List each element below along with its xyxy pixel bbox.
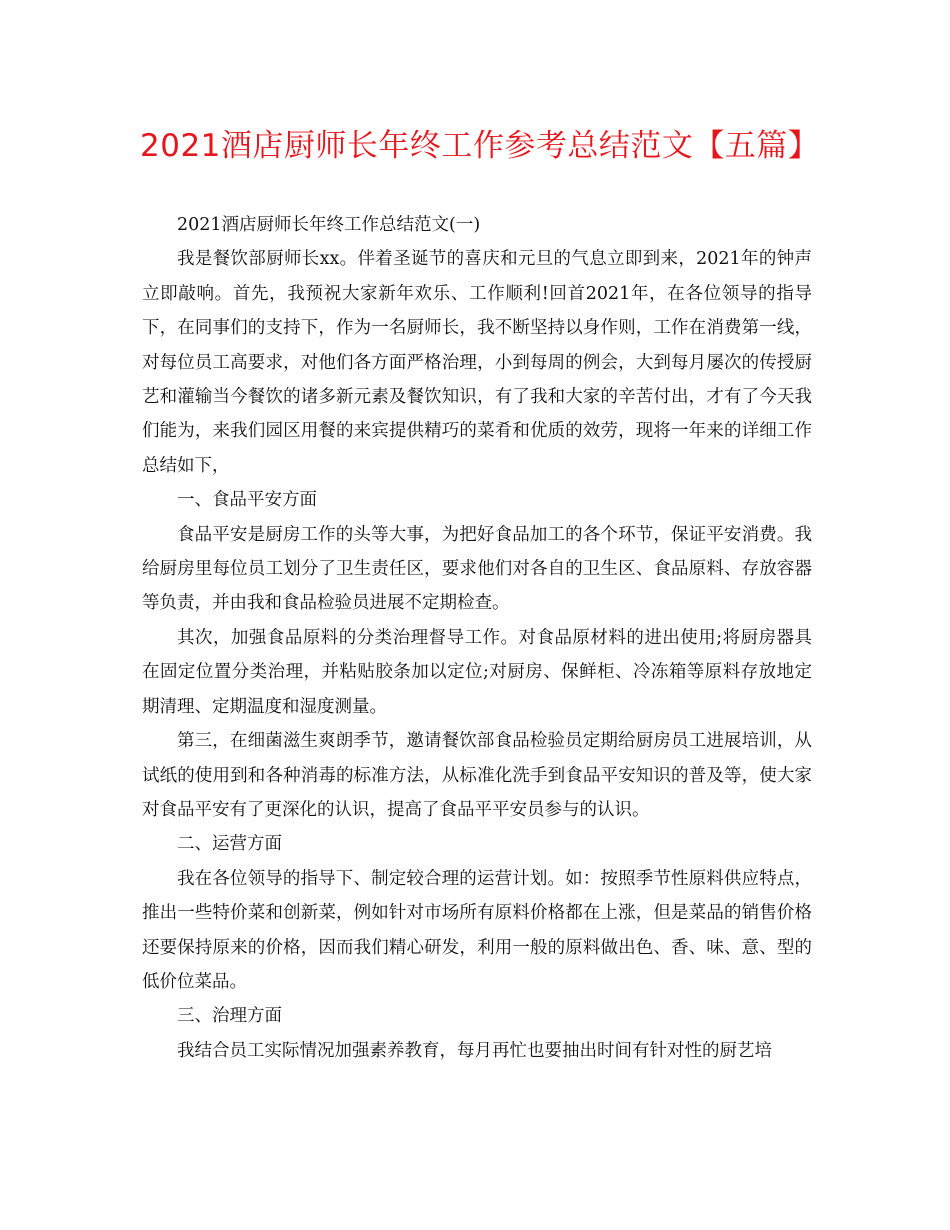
section-heading: 一、食品平安方面 bbox=[177, 490, 317, 511]
document-body bbox=[142, 208, 812, 1068]
body-paragraph: 其次，加强食品原料的分类治理督导工作。对食品原材料的进出使用;将厨房器具在固定位置分类治理，并粘贴胶条加以定位;对厨房、保鲜柜、冷冻箱等原料存放地定期清理、定期温度和湿度测量。 bbox=[142, 627, 812, 717]
body-paragraph: 食品平安是厨房工作的头等大事，为把好食品加工的各个环节，保证平安消费。我给厨房里每位员工划分了卫生责任区，要求他们对各自的卫生区、食品原料、存放容器等负责，并由我和食品检验员进展不定期检查。 bbox=[142, 524, 812, 614]
document-title: 2021酒店厨师长年终工作参考总结范文【五篇】 bbox=[140, 128, 820, 164]
body-paragraph: 我是餐饮部厨师长xx。伴着圣诞节的喜庆和元旦的气息立即到来，2021年的钟声立即敲响。首先，我预祝大家新年欢乐、工作顺利!回首2021年，在各位领导的指导下，在同事们的支持下，作为一名厨师长，我不断坚持以身作则，工作在消费第一线，对每位员工高要求，对他们各方面严格治理，小到每周的例会，大到每月屡次的传授厨艺和灌输当今餐饮的诸多新元素及餐饮知识，有了我和大家的辛苦付出，才有了今天我们能为，来我们园区用餐的来宾提供精巧的菜肴和优质的效劳，现将一年来的详细工作总结如下， bbox=[142, 249, 812, 476]
section-heading: 二、运营方面 bbox=[177, 834, 282, 855]
body-paragraph: 第三，在细菌滋生爽朗季节，邀请餐饮部食品检验员定期给厨房员工进展培训，从试纸的使用到和各种消毒的标准方法，从标准化洗手到食品平安知识的普及等，使大家对食品平安有了更深化的认识，提高了食品平平安员参与的认识。 bbox=[142, 731, 812, 820]
body-paragraph: 我结合员工实际情况加强素养教育，每月再忙也要抽出时间有针对性的厨艺培 bbox=[177, 1040, 772, 1061]
document-subtitle: 2021酒店厨师长年终工作总结范文(一) bbox=[177, 215, 481, 235]
body-paragraph: 我在各位领导的指导下、制定较合理的运营计划。如：按照季节性原料供应特点，推出一些特价菜和创新菜，例如针对市场所有原料价格都在上涨，但是菜品的销售价格还要保持原来的价格，因而我们精心研发，利用一般的原料做出色、香、味、意、型的低价位菜品。 bbox=[142, 868, 812, 992]
section-heading: 三、治理方面 bbox=[177, 1006, 282, 1027]
